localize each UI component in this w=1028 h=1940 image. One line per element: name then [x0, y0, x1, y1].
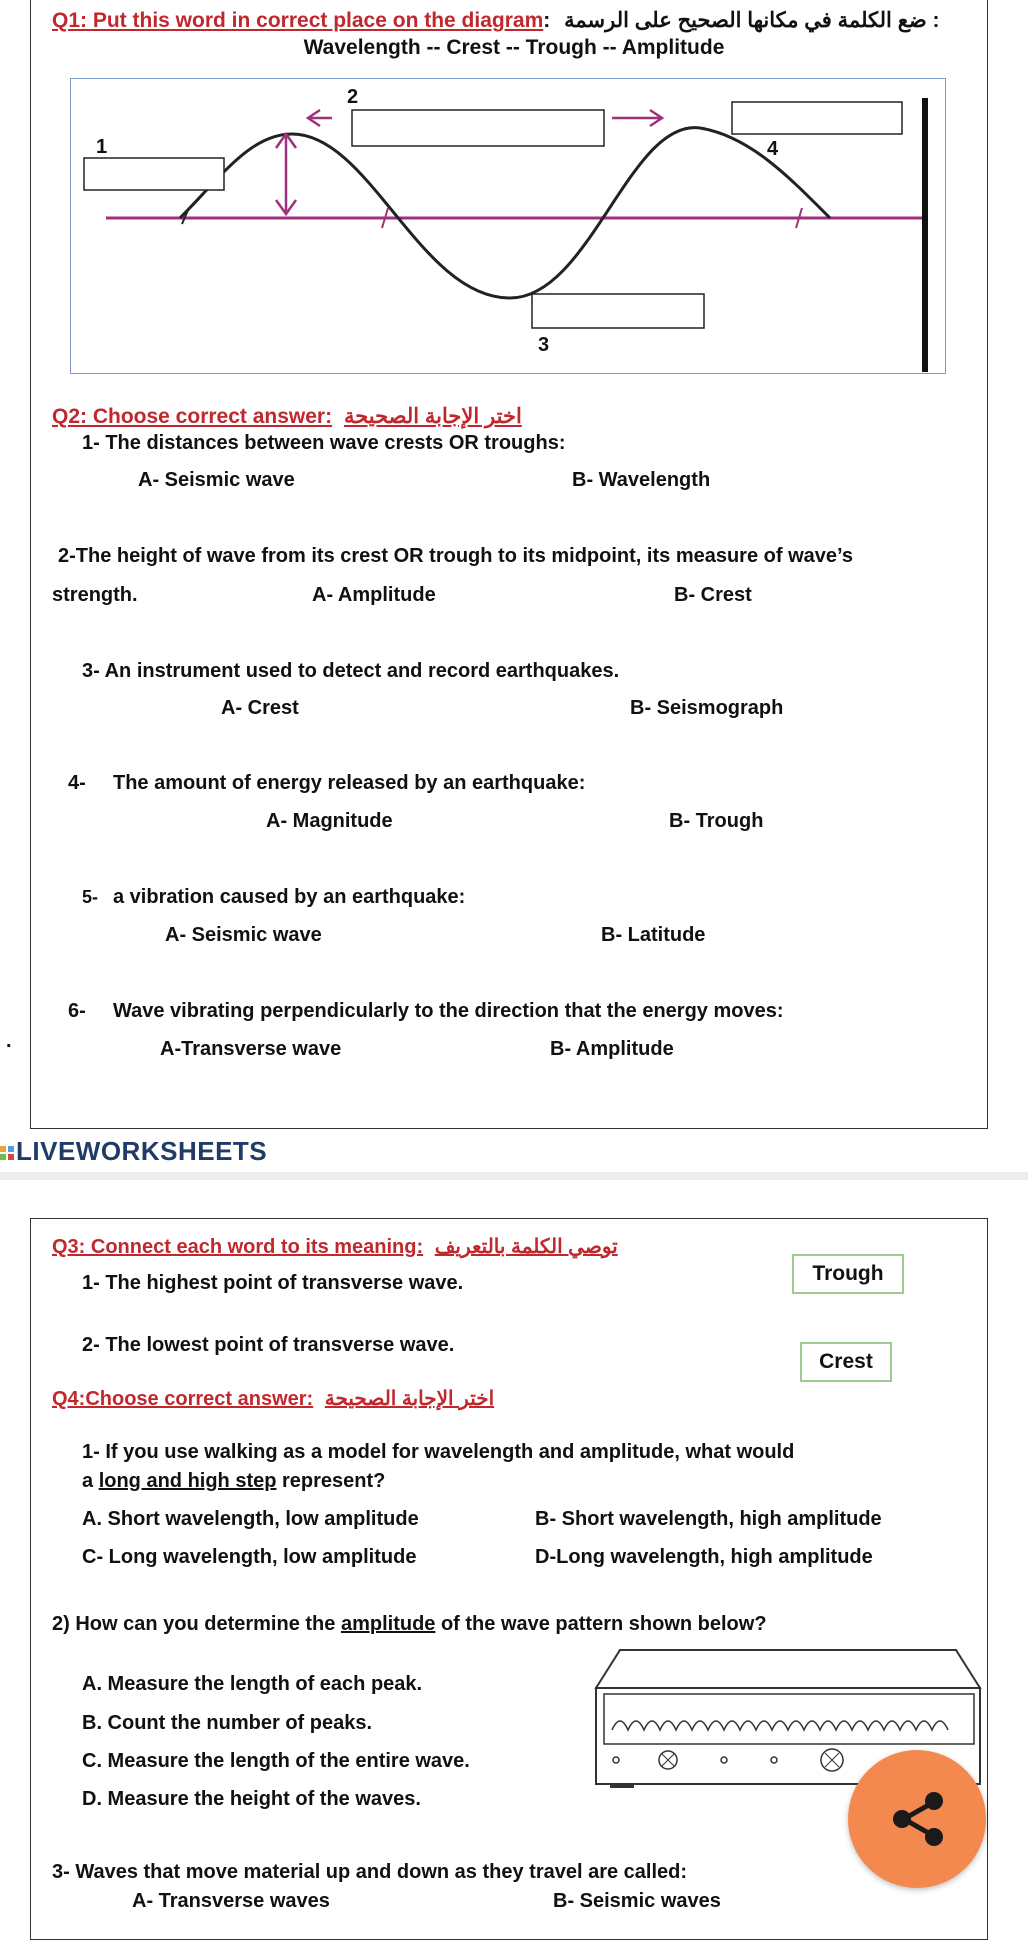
- q4-q2-option-d[interactable]: D. Measure the height of the waves.: [82, 1788, 421, 1810]
- q4-q2-option-a[interactable]: A. Measure the length of each peak.: [82, 1673, 423, 1695]
- q4-q1-line1: 1- If you use walking as a model for wavelength and amplitude, what would: [82, 1441, 795, 1463]
- diagram-label-2: 2: [347, 86, 359, 108]
- q4-q2-option-b[interactable]: B. Count the number of peaks.: [82, 1712, 373, 1734]
- q4-q1-option-c[interactable]: C- Long wavelength, low amplitude: [82, 1546, 417, 1568]
- q2-item-1-option-b[interactable]: B- Wavelength: [572, 469, 711, 491]
- wave-diagram: [70, 78, 946, 374]
- q2-item-1-question: 1- The distances between wave crests OR troughs:: [82, 432, 566, 454]
- answer-box-3: [532, 294, 704, 328]
- q2-item-4-question: The amount of energy released by an earthquake:: [113, 772, 586, 794]
- q2-item-5-option-a[interactable]: A- Seismic wave: [165, 924, 322, 946]
- q1-title: Q1: Put this word in correct place on the diagram: ضع الكلمة في مكانها الصحيح على الرسمة :: [52, 9, 940, 32]
- q2-item-5-number: 5-: [82, 887, 99, 907]
- q1-title-ar: ضع الكلمة في مكانها الصحيح على الرسمة :: [564, 9, 940, 32]
- q2-item-6-number: 6-: [68, 1000, 86, 1022]
- q2-item-2-question-cont: strength.: [52, 584, 138, 606]
- answer-box-1: [84, 158, 224, 190]
- q4-q3-question: 3- Waves that move material up and down as they travel are called:: [52, 1861, 688, 1883]
- q2-item-4-option-b[interactable]: B- Trough: [669, 810, 764, 832]
- q4-q1-option-d[interactable]: D-Long wavelength, high amplitude: [535, 1546, 873, 1568]
- q4-q2-question: 2) How can you determine the amplitude of the wave pattern shown below?: [52, 1613, 767, 1635]
- q4-q3-option-b[interactable]: B- Seismic waves: [553, 1890, 721, 1912]
- answer-box-2: [352, 110, 604, 146]
- share-icon: [848, 1750, 986, 1888]
- q2-item-2-question: 2-The height of wave from its crest OR trough to its midpoint, its measure of wave’s: [58, 545, 853, 567]
- q4-title: Q4:Choose correct answer: اختر الإجابة الصحيحة: [52, 1388, 495, 1410]
- q2-item-2-option-a[interactable]: A- Amplitude: [312, 584, 436, 606]
- q2-item-3-option-b[interactable]: B- Seismograph: [630, 697, 784, 719]
- answer-box-4: [732, 102, 902, 134]
- liveworksheets-logo-icon: [0, 1146, 14, 1160]
- q3-word-trough[interactable]: Trough: [792, 1254, 904, 1294]
- q4-q3-option-a[interactable]: A- Transverse waves: [132, 1890, 330, 1912]
- diagram-label-3: 3: [538, 334, 550, 356]
- q3-item-2: 2- The lowest point of transverse wave.: [82, 1334, 455, 1356]
- q4-q1-line2: a long and high step represent?: [82, 1470, 386, 1492]
- q2-item-5-option-b[interactable]: B- Latitude: [601, 924, 706, 946]
- worksheet-page-2: [30, 1218, 988, 1940]
- share-button[interactable]: [848, 1750, 986, 1888]
- q1-wordbank: Wavelength -- Crest -- Trough -- Amplitude: [303, 36, 725, 59]
- q2-item-6-question: Wave vibrating perpendicularly to the direction that the energy moves:: [113, 1000, 784, 1022]
- diagram-label-4: 4: [767, 138, 779, 160]
- q4-q2-option-c[interactable]: C. Measure the length of the entire wave.: [82, 1750, 470, 1772]
- q2-item-4-option-a[interactable]: A- Magnitude: [266, 810, 393, 832]
- q2-item-3-option-a[interactable]: A- Crest: [221, 697, 299, 719]
- q1-title-en: Q1: Put this word in correct place on the diagram: [52, 9, 544, 32]
- q2-item-6-option-a[interactable]: A-Transverse wave: [160, 1038, 342, 1060]
- diagram-label-1: 1: [96, 136, 108, 158]
- q2-item-3-question: 3- An instrument used to detect and record earthquakes.: [82, 660, 620, 682]
- q2-item-1-option-a[interactable]: A- Seismic wave: [138, 469, 295, 491]
- q4-q1-option-a[interactable]: A. Short wavelength, low amplitude: [82, 1508, 419, 1530]
- q2-item-6-option-b[interactable]: B- Amplitude: [550, 1038, 674, 1060]
- q2-item-5-question: a vibration caused by an earthquake:: [113, 886, 466, 908]
- q2-title: Q2: Choose correct answer: اختر الإجابة الصحيحة: [52, 405, 522, 428]
- wave-curve: [180, 128, 830, 298]
- stray-dot: .: [6, 1030, 12, 1052]
- q2-item-4-number: 4-: [68, 772, 86, 794]
- liveworksheets-brand-text: LIVEWORKSHEETS: [16, 1136, 268, 1166]
- q3-word-crest[interactable]: Crest: [800, 1342, 892, 1382]
- q3-title: Q3: Connect each word to its meaning: توصي الكلمة بالتعريف: [52, 1236, 618, 1258]
- liveworksheets-brand[interactable]: [0, 1136, 267, 1167]
- page-separator: [0, 1172, 1028, 1180]
- q2-item-2-option-b[interactable]: B- Crest: [674, 584, 752, 606]
- q3-item-1: 1- The highest point of transverse wave.: [82, 1272, 464, 1294]
- q4-q1-option-b[interactable]: B- Short wavelength, high amplitude: [535, 1508, 882, 1530]
